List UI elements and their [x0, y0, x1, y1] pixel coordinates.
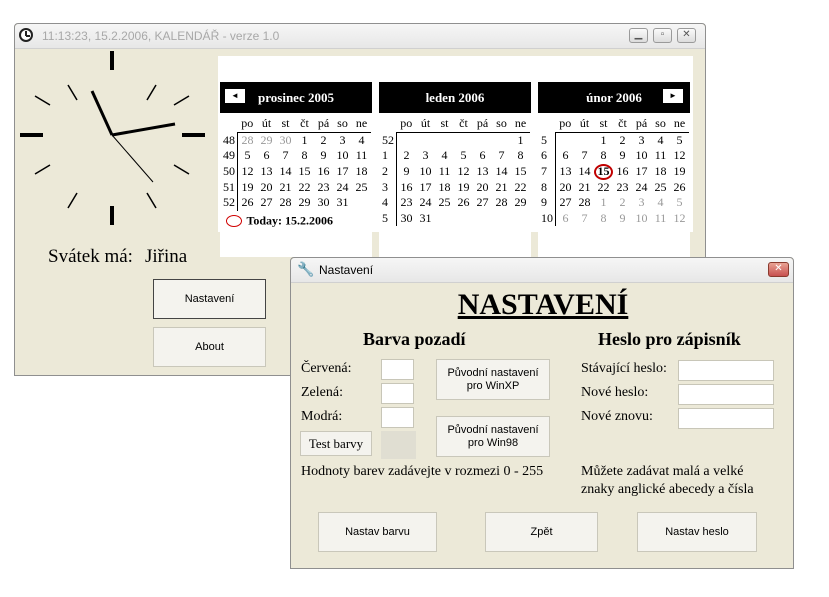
settings-close-icon[interactable]: ✕	[768, 262, 789, 277]
day-cell[interactable]: 20	[476, 179, 489, 194]
day-cell[interactable]: 1	[517, 132, 524, 147]
calendar-month-header	[538, 82, 690, 113]
day-cell[interactable]: 29	[298, 195, 311, 210]
day-cell[interactable]: 4	[441, 148, 448, 163]
day-cell[interactable]: 4	[657, 132, 664, 147]
day-cell[interactable]: 11	[438, 164, 451, 179]
day-cell[interactable]: 25	[355, 179, 368, 194]
weekday-header: po	[238, 116, 258, 132]
day-cell	[352, 195, 371, 211]
day-cell[interactable]: 4	[657, 195, 664, 210]
calendar-month-header	[379, 82, 531, 113]
day-cell[interactable]: 3	[638, 195, 645, 210]
password-hint-line2: znaky anglické abecedy a čísla	[581, 482, 754, 497]
weekday-header: st	[276, 116, 295, 132]
week-number: 49	[223, 148, 238, 164]
calendar-month-title: únor 2006	[586, 90, 642, 105]
today-circle-icon	[594, 164, 613, 180]
day-cell[interactable]: 12	[241, 164, 254, 179]
day-cell[interactable]: 4	[358, 132, 365, 147]
day-cell[interactable]: 9	[619, 148, 626, 163]
day-cell[interactable]: 19	[457, 179, 470, 194]
today-circle-icon	[226, 215, 242, 227]
weekday-header: út	[416, 116, 435, 132]
new-password-again-label: Nové znovu:	[581, 409, 653, 424]
week-number: 8	[541, 179, 556, 195]
day-cell[interactable]: 8	[301, 148, 308, 163]
blue-label: Modrá:	[301, 409, 343, 424]
weekday-header: st	[435, 116, 454, 132]
weekday-header: čt	[295, 116, 314, 132]
day-cell[interactable]: 24	[635, 179, 648, 194]
day-cell[interactable]: 20	[260, 179, 273, 194]
clock-mark-5	[147, 193, 156, 208]
day-cell[interactable]: 9	[320, 148, 327, 163]
winxp-button-line2: pro WinXP	[466, 380, 520, 392]
day-cell[interactable]: 26	[241, 195, 254, 210]
settings-title: Nastavení	[319, 263, 374, 277]
about-button[interactable]: About	[153, 327, 266, 367]
day-cell	[454, 211, 473, 227]
settings-heading: NASTAVENÍ	[457, 288, 629, 321]
day-cell[interactable]: 9	[403, 164, 410, 179]
settings-dialog	[290, 257, 794, 569]
day-cell[interactable]: 7	[581, 148, 588, 163]
day-cell[interactable]: 8	[600, 210, 607, 225]
day-cell[interactable]: 6	[479, 148, 486, 163]
day-cell[interactable]: 13	[559, 164, 572, 179]
day-cell[interactable]: 3	[638, 132, 645, 147]
winxp-defaults-button[interactable]	[436, 359, 550, 400]
prev-month-icon[interactable]: ◄	[225, 89, 245, 103]
day-cell	[473, 132, 492, 148]
day-cell[interactable]: 27	[476, 195, 489, 210]
test-color-button[interactable]: Test barvy	[300, 431, 372, 456]
day-cell	[435, 211, 454, 227]
week-number: 51	[223, 179, 238, 195]
week-number: 10	[541, 211, 556, 227]
day-cell[interactable]: 1	[600, 195, 607, 210]
weekday-header: út	[257, 116, 276, 132]
day-cell	[397, 132, 417, 148]
day-cell[interactable]: 27	[260, 195, 273, 210]
day-cell	[454, 132, 473, 148]
wrench-icon: 🔧	[297, 261, 315, 277]
day-cell[interactable]: 6	[263, 148, 270, 163]
weekday-header: pá	[632, 116, 651, 132]
day-cell[interactable]: 24	[419, 195, 432, 210]
day-cell[interactable]: 2	[403, 148, 410, 163]
svatek-name: Jiřina	[145, 246, 188, 267]
week-number: 6	[541, 148, 556, 164]
weekday-header: so	[492, 116, 511, 132]
day-cell	[435, 132, 454, 148]
week-number: 5	[382, 211, 397, 227]
clock-mark-11	[68, 85, 77, 100]
color-hint-text: Hodnoty barev zadávejte v rozmezi 0 - 255	[301, 464, 544, 479]
day-cell[interactable]: 30	[279, 132, 292, 147]
day-cell[interactable]: 23	[317, 179, 330, 194]
day-cell[interactable]: 25	[654, 179, 667, 194]
week-number: 3	[382, 179, 397, 195]
day-cell[interactable]: 3	[339, 132, 346, 147]
clock-mark-8	[35, 165, 50, 174]
day-cell[interactable]: 10	[635, 148, 648, 163]
weekday-header: út	[575, 116, 594, 132]
current-password-label: Stávající heslo:	[581, 361, 667, 376]
red-input[interactable]	[381, 359, 414, 380]
week-number: 52	[382, 132, 397, 148]
new-password-input[interactable]	[678, 384, 774, 405]
day-cell[interactable]: 2	[619, 195, 626, 210]
new-password-label: Nové heslo:	[581, 385, 649, 400]
nastaveni-button[interactable]: Nastavení	[153, 279, 266, 319]
day-cell[interactable]: 21	[495, 179, 508, 194]
minimize-icon[interactable]: ▁	[629, 28, 648, 43]
today-indicator[interactable]	[226, 212, 333, 230]
day-cell[interactable]: 18	[355, 164, 368, 179]
day-cell[interactable]: 17	[336, 164, 349, 179]
day-cell[interactable]: 16	[317, 164, 330, 179]
day-cell[interactable]: 14	[279, 164, 292, 179]
day-cell[interactable]: 15	[514, 164, 527, 179]
day-cell[interactable]: 5	[676, 132, 683, 147]
today-day-cell[interactable]: 15	[594, 164, 613, 180]
color-preview	[381, 431, 416, 459]
day-cell[interactable]: 13	[476, 164, 489, 179]
day-cell[interactable]: 8	[517, 148, 524, 163]
day-cell[interactable]: 21	[279, 179, 292, 194]
day-cell[interactable]: 28	[578, 195, 591, 210]
weekday-header: pá	[314, 116, 333, 132]
day-cell[interactable]: 30	[400, 210, 413, 225]
password-section-heading: Heslo pro zápisník	[598, 329, 741, 349]
day-cell[interactable]: 17	[635, 164, 648, 179]
clock-hour-hand	[92, 91, 112, 135]
day-cell[interactable]: 2	[619, 132, 626, 147]
day-cell[interactable]: 18	[438, 179, 451, 194]
day-cell[interactable]: 31	[419, 210, 432, 225]
day-cell[interactable]: 22	[298, 179, 311, 194]
day-cell[interactable]: 28	[241, 132, 254, 147]
day-cell[interactable]: 14	[495, 164, 508, 179]
day-cell[interactable]: 29	[260, 132, 273, 147]
calendar-month-header	[220, 82, 372, 113]
winxp-button-line1: Původní nastavení	[447, 367, 539, 379]
svatek-label: Svátek má:	[48, 246, 133, 267]
day-cell[interactable]: 10	[635, 210, 648, 225]
weekday-header: po	[397, 116, 417, 132]
day-cell[interactable]: 20	[559, 179, 572, 194]
calendar-month-title: leden 2006	[425, 90, 485, 105]
win98-defaults-button[interactable]	[436, 416, 550, 457]
day-cell[interactable]: 16	[616, 164, 629, 179]
clock-mark-4	[174, 165, 189, 174]
day-cell[interactable]: 21	[578, 179, 591, 194]
maximize-icon[interactable]: ▫	[653, 28, 672, 43]
weekday-header: čt	[613, 116, 632, 132]
day-cell[interactable]: 23	[616, 179, 629, 194]
day-cell[interactable]: 14	[578, 164, 591, 179]
weekday-header: ne	[511, 116, 530, 132]
calendar-month-title: prosinec 2005	[258, 90, 334, 105]
win98-button-line2: pro Win98	[467, 437, 519, 449]
day-cell	[492, 211, 511, 227]
day-cell	[492, 132, 511, 148]
main-window-title: 11:13:23, 15.2.2006, KALENDÁŘ - verze 1.0	[42, 29, 280, 43]
day-cell[interactable]: 12	[457, 164, 470, 179]
set-color-button[interactable]: Nastav barvu	[318, 512, 437, 552]
day-cell[interactable]: 7	[282, 148, 289, 163]
day-cell[interactable]: 13	[260, 164, 273, 179]
set-password-button[interactable]: Nastav heslo	[637, 512, 757, 552]
day-cell[interactable]: 10	[336, 148, 349, 163]
week-number: 5	[541, 132, 556, 148]
day-cell[interactable]: 18	[654, 164, 667, 179]
clock-app-icon	[19, 28, 33, 42]
day-cell[interactable]: 28	[279, 195, 292, 210]
next-month-icon[interactable]: ►	[663, 89, 683, 103]
green-input[interactable]	[381, 383, 414, 404]
clock-minute-hand	[112, 124, 175, 135]
clock-mark-2	[174, 96, 189, 105]
day-cell[interactable]: 10	[419, 164, 432, 179]
blue-input[interactable]	[381, 407, 414, 428]
clock-mark-10	[35, 96, 50, 105]
day-cell[interactable]: 30	[317, 195, 330, 210]
day-cell[interactable]: 11	[654, 148, 667, 163]
day-cell[interactable]: 16	[400, 179, 413, 194]
day-cell	[556, 132, 576, 148]
day-cell[interactable]: 22	[514, 179, 527, 194]
day-cell	[416, 132, 435, 148]
day-cell[interactable]: 27	[559, 195, 572, 210]
weekday-header: ne	[352, 116, 371, 132]
day-cell[interactable]: 23	[400, 195, 413, 210]
day-cell[interactable]: 29	[514, 195, 527, 210]
green-label: Zelená:	[301, 385, 343, 400]
day-cell[interactable]: 5	[244, 148, 251, 163]
day-cell[interactable]: 6	[562, 148, 569, 163]
red-label: Červená:	[301, 361, 352, 376]
day-cell[interactable]: 22	[597, 179, 610, 194]
day-cell[interactable]: 1	[600, 132, 607, 147]
day-cell[interactable]: 6	[562, 210, 569, 225]
clock-mark-1	[147, 85, 156, 100]
day-cell[interactable]: 11	[355, 148, 368, 163]
week-number: 7	[541, 164, 556, 180]
win98-button-line1: Původní nastavení	[447, 424, 539, 436]
day-cell[interactable]: 31	[336, 195, 349, 210]
day-cell[interactable]: 2	[320, 132, 327, 147]
day-cell[interactable]: 25	[438, 195, 451, 210]
clock-mark-7	[68, 193, 77, 208]
day-cell[interactable]: 3	[422, 148, 429, 163]
clock-second-hand	[112, 135, 153, 182]
day-cell[interactable]: 1	[301, 132, 308, 147]
day-cell[interactable]: 11	[654, 210, 667, 225]
day-cell[interactable]: 24	[336, 179, 349, 194]
weekday-header: st	[594, 116, 613, 132]
analog-clock	[17, 48, 213, 228]
main-title-bar[interactable]	[15, 24, 705, 49]
week-number: 1	[382, 148, 397, 164]
day-cell[interactable]: 19	[241, 179, 254, 194]
week-number: 52	[223, 195, 238, 211]
back-button[interactable]: Zpět	[485, 512, 598, 552]
color-section-heading: Barva pozadí	[363, 329, 466, 349]
weekday-header: so	[651, 116, 670, 132]
current-password-input[interactable]	[678, 360, 774, 381]
new-password-again-input[interactable]	[678, 408, 774, 429]
settings-title-bar[interactable]	[291, 258, 793, 283]
day-cell[interactable]: 8	[600, 148, 607, 163]
day-cell[interactable]: 26	[673, 179, 686, 194]
day-cell[interactable]: 12	[673, 148, 686, 163]
weekday-header: čt	[454, 116, 473, 132]
password-hint-line1: Můžete zadávat malá a velké	[581, 464, 744, 479]
day-cell[interactable]: 7	[498, 148, 505, 163]
day-cell[interactable]: 5	[460, 148, 467, 163]
day-cell[interactable]: 9	[619, 210, 626, 225]
day-cell[interactable]: 5	[676, 195, 683, 210]
day-cell[interactable]: 7	[581, 210, 588, 225]
day-cell[interactable]: 17	[419, 179, 432, 194]
day-cell[interactable]: 15	[298, 164, 311, 179]
week-number: 48	[223, 132, 238, 148]
day-cell[interactable]: 28	[495, 195, 508, 210]
today-text: Today: 15.2.2006	[246, 213, 334, 228]
day-cell[interactable]: 26	[457, 195, 470, 210]
weekday-header: ne	[670, 116, 689, 132]
day-cell	[511, 211, 530, 227]
week-number: 9	[541, 195, 556, 211]
weekday-header: pá	[473, 116, 492, 132]
weekday-header: po	[556, 116, 576, 132]
week-number: 2	[382, 164, 397, 180]
day-cell	[575, 132, 594, 148]
close-icon[interactable]: ✕	[677, 28, 696, 43]
week-number: 4	[382, 195, 397, 211]
day-cell[interactable]: 12	[673, 210, 686, 225]
week-number: 50	[223, 164, 238, 180]
day-cell[interactable]: 19	[673, 164, 686, 179]
day-cell	[473, 211, 492, 227]
weekday-header: so	[333, 116, 352, 132]
